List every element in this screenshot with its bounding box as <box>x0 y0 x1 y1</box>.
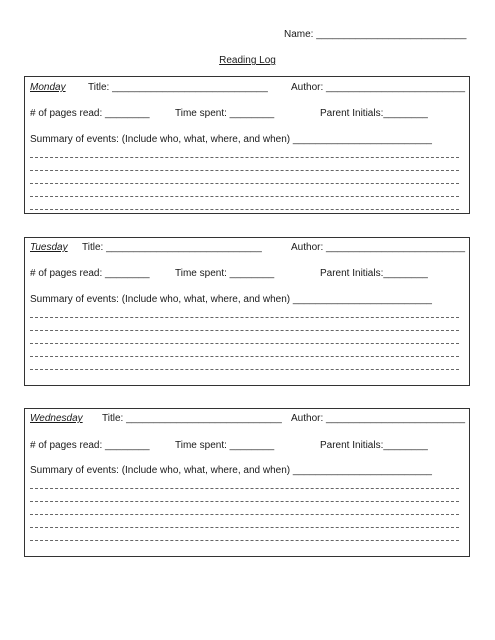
author-field[interactable]: Author: _________________________ <box>291 82 466 93</box>
log-entry-tuesday <box>24 237 470 386</box>
title-field[interactable]: Title: ____________________________ <box>102 413 282 424</box>
summary-line[interactable] <box>30 540 459 541</box>
summary-line[interactable] <box>30 369 459 370</box>
summary-line[interactable] <box>30 317 459 318</box>
day-label: Wednesday <box>30 413 83 424</box>
summary-line[interactable] <box>30 488 459 489</box>
time-spent-field[interactable]: Time spent: ________ <box>175 108 275 119</box>
summary-line[interactable] <box>30 514 459 515</box>
pages-read-field[interactable]: # of pages read: ________ <box>30 108 150 119</box>
summary-label[interactable]: Summary of events: (Include who, what, where, and when) _________________________ <box>30 134 432 145</box>
title-field[interactable]: Title: ____________________________ <box>88 82 268 93</box>
parent-initials-field[interactable]: Parent Initials:________ <box>320 108 428 119</box>
summary-label[interactable]: Summary of events: (Include who, what, where, and when) _________________________ <box>30 294 432 305</box>
time-spent-field[interactable]: Time spent: ________ <box>175 268 275 279</box>
author-field[interactable]: Author: _________________________ <box>291 413 466 424</box>
page-title <box>0 55 495 67</box>
summary-line[interactable] <box>30 343 459 344</box>
page-title-text: Reading Log <box>219 55 276 66</box>
summary-line[interactable] <box>30 527 459 528</box>
log-entry-monday <box>24 76 470 214</box>
summary-line[interactable] <box>30 183 459 184</box>
time-spent-field[interactable]: Time spent: ________ <box>175 440 275 451</box>
parent-initials-field[interactable]: Parent Initials:________ <box>320 440 428 451</box>
parent-initials-field[interactable]: Parent Initials:________ <box>320 268 428 279</box>
summary-label[interactable]: Summary of events: (Include who, what, where, and when) _________________________ <box>30 465 432 476</box>
day-label: Tuesday <box>30 242 68 253</box>
log-entry-wednesday <box>24 408 470 557</box>
pages-read-field[interactable]: # of pages read: ________ <box>30 268 150 279</box>
day-label: Monday <box>30 82 66 93</box>
summary-line[interactable] <box>30 330 459 331</box>
summary-line[interactable] <box>30 196 459 197</box>
name-field[interactable]: Name: ___________________________ <box>284 29 467 40</box>
title-field[interactable]: Title: ____________________________ <box>82 242 262 253</box>
summary-line[interactable] <box>30 170 459 171</box>
summary-line[interactable] <box>30 501 459 502</box>
summary-line[interactable] <box>30 356 459 357</box>
summary-line[interactable] <box>30 157 459 158</box>
pages-read-field[interactable]: # of pages read: ________ <box>30 440 150 451</box>
summary-line[interactable] <box>30 209 459 210</box>
author-field[interactable]: Author: _________________________ <box>291 242 466 253</box>
